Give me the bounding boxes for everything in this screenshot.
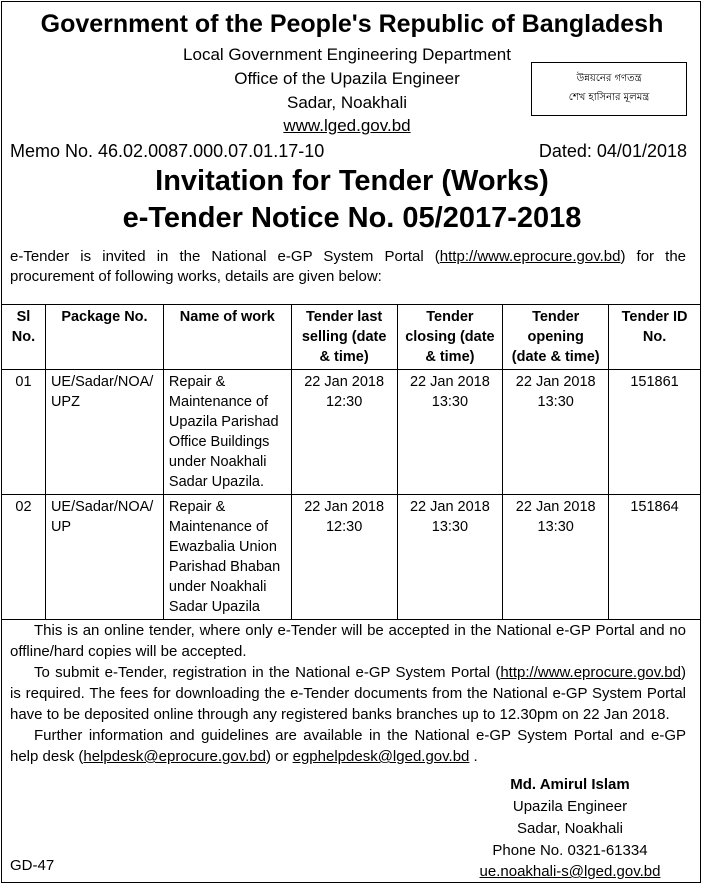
memo-number: Memo No. 46.02.0087.000.07.01.17-10 xyxy=(10,141,325,161)
closing-date: 22 Jan 2018 xyxy=(409,374,490,390)
slogan-box xyxy=(531,62,687,116)
tender-table xyxy=(1,304,701,620)
intro-text-after: ) for the procurement of following works, details are given below: xyxy=(10,248,687,285)
selling-time: 12:30 xyxy=(325,519,363,535)
cell-tender-id: 151861 xyxy=(609,370,701,495)
cell-package: UE/Sadar/NOA/ UP xyxy=(45,495,163,620)
opening-date: 22 Jan 2018 xyxy=(515,374,596,390)
registration-text-after: ) is required. The fees for downloading the e-Tender documents from the National e-GP System Portal have to be deposited online through any registered banks branches up to 12.30pm on 22 Jan 2018. xyxy=(10,664,686,723)
header-tender-id: Tender ID No. xyxy=(609,305,701,370)
cell-opening xyxy=(503,495,609,620)
cell-closing xyxy=(397,370,503,495)
cell-selling xyxy=(291,370,397,495)
signatory-phone: Phone No. 0321-61334 xyxy=(492,842,648,859)
signatory-name: Md. Amirul Islam xyxy=(510,776,630,793)
helpdesk-text-before: Further information and guidelines are available in the National e-GP System Portal and e-GP help desk ( xyxy=(10,727,686,765)
intro-paragraph xyxy=(10,247,686,287)
website-link[interactable]: www.lged.gov.bd xyxy=(283,116,411,135)
signatory-email-link[interactable]: ue.noakhali-s@lged.gov.bd xyxy=(479,863,661,880)
cell-work: Repair & Maintenance of Ewazbalia Union Parishad Bhaban under Noakhali Sadar Upazila xyxy=(163,495,291,620)
cell-package: UE/Sadar/NOA/ UPZ xyxy=(45,370,163,495)
header-work: Name of work xyxy=(163,305,291,370)
slogan-line-1: উন্নয়নের গণতন্ত্র xyxy=(576,73,642,84)
header-package: Package No. xyxy=(45,305,163,370)
closing-time: 13:30 xyxy=(431,394,469,410)
table-row xyxy=(2,495,701,620)
memo-date: Dated: 04/01/2018 xyxy=(538,141,687,161)
opening-date: 22 Jan 2018 xyxy=(515,499,596,515)
office-location: Sadar, Noakhali xyxy=(286,93,408,112)
table-row xyxy=(2,370,701,495)
body-paragraph-helpdesk xyxy=(10,725,686,767)
selling-date: 22 Jan 2018 xyxy=(304,499,385,515)
signatory-location: Sadar, Noakhali xyxy=(517,820,623,837)
cell-selling xyxy=(291,495,397,620)
department-name: Local Government Engineering Department xyxy=(183,45,511,64)
closing-time: 13:30 xyxy=(431,519,469,535)
cell-sl: 01 xyxy=(2,370,46,495)
invitation-title: Invitation for Tender (Works) xyxy=(155,165,549,197)
notice-title: e-Tender Notice No. 05/2017-2018 xyxy=(122,202,582,234)
closing-date: 22 Jan 2018 xyxy=(409,499,490,515)
header-sl: Sl No. xyxy=(2,305,46,370)
government-heading: Government of the People's Republic of Bangladesh xyxy=(40,10,664,38)
egp-helpdesk-email-link[interactable]: egphelpdesk@lged.gov.bd xyxy=(292,748,470,765)
cell-tender-id: 151864 xyxy=(609,495,701,620)
registration-text-before: To submit e-Tender, registration in the National e-GP System Portal ( xyxy=(34,664,501,681)
body-paragraph-registration xyxy=(10,662,686,725)
eprocure-link[interactable]: http://www.eprocure.gov.bd xyxy=(439,248,621,265)
notice-body xyxy=(10,620,686,767)
header-selling: Tender last selling (date & time) xyxy=(291,305,397,370)
cell-sl: 02 xyxy=(2,495,46,620)
cell-opening xyxy=(503,370,609,495)
cell-closing xyxy=(397,495,503,620)
helpdesk-text-mid: ) or xyxy=(265,748,293,765)
signatory-title: Upazila Engineer xyxy=(512,798,628,815)
selling-date: 22 Jan 2018 xyxy=(304,374,385,390)
helpdesk-text-after: . xyxy=(469,748,478,765)
slogan-line-2: শেখ হাসিনার মূলমন্ত্র xyxy=(568,92,650,103)
table-header-row xyxy=(2,305,701,370)
body-paragraph-online: This is an online tender, where only e-Tender will be accepted in the National e-GP Portal and no offline/hard copies will be accepted. xyxy=(10,622,686,660)
opening-time: 13:30 xyxy=(537,394,574,410)
cell-work: Repair & Maintenance of Upazila Parishad Office Buildings under Noakhali Sadar Upazila. xyxy=(163,370,291,495)
eprocure-link-body[interactable]: http://www.eprocure.gov.bd xyxy=(500,664,681,681)
intro-text-before: e-Tender is invited in the National e-GP System Portal ( xyxy=(10,248,440,265)
office-name: Office of the Upazila Engineer xyxy=(234,69,460,88)
selling-time: 12:30 xyxy=(325,394,363,410)
header-closing: Tender closing (date & time) xyxy=(397,305,503,370)
opening-time: 13:30 xyxy=(537,519,574,535)
helpdesk-email-link[interactable]: helpdesk@eprocure.gov.bd xyxy=(83,748,266,765)
header-opening: Tender opening (date & time) xyxy=(503,305,609,370)
document-code: GD-47 xyxy=(10,857,55,874)
